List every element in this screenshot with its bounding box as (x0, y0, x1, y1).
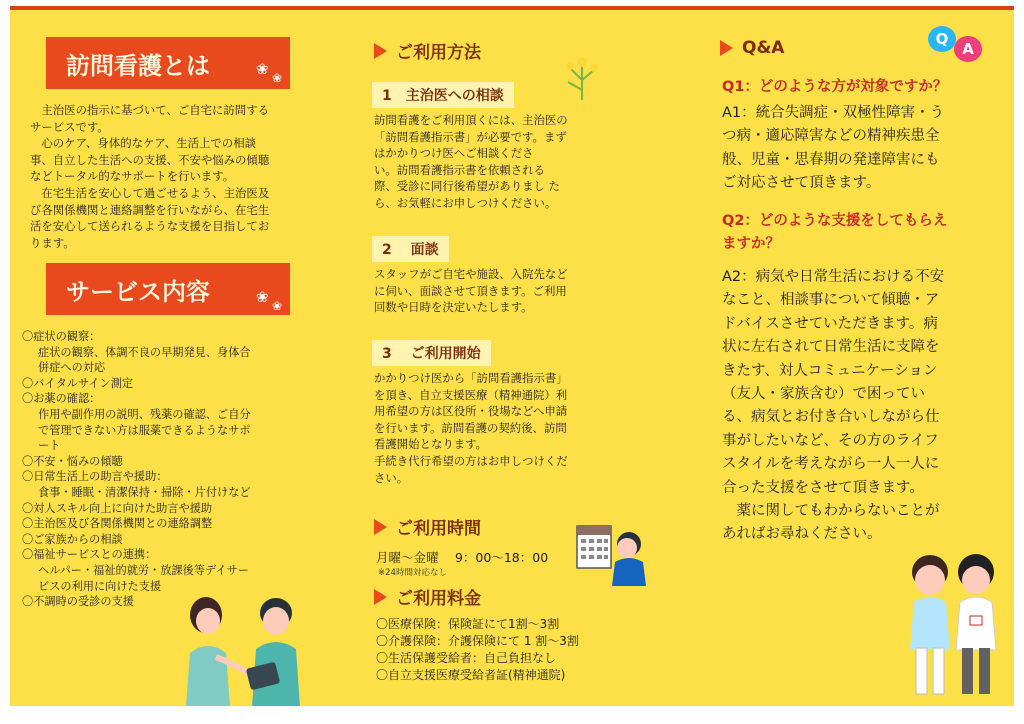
question-2-line: Q2：どのような支援をしてもらえ (722, 213, 948, 229)
service-line: 〇不調時の受診の支援 (22, 595, 134, 609)
service-line: 〇福祉サービスとの連携： (22, 548, 157, 562)
service-line: 〇症状の観察： (22, 330, 101, 343)
hours-note: ※24時間対応なし (378, 568, 447, 578)
usage-heading: ご利用方法 (374, 38, 481, 63)
about-line: 在宅生活を安心して過ごせるよう、主治医及 (30, 185, 270, 200)
step3-line: を頂き、自立支援医療（精神通院）利 (374, 387, 568, 402)
answer-2-line: 事がしたいなど、その方のライフ (722, 432, 939, 449)
step1-description (374, 112, 654, 212)
step1-line: 際、受診に同行後希望がありまし た (374, 179, 560, 194)
service-line: ヘルパー・福祉的就労・放課後等デイサー (38, 563, 249, 577)
service-line: で管理できない方は服薬できるようなサポ (38, 423, 251, 437)
service-line: ビスの利用に向けた支援 (38, 579, 162, 593)
triangle-marker-icon (720, 40, 733, 56)
answer-2-line: なこと、相談事について傾聴・ア (722, 292, 940, 309)
step2-description (374, 266, 654, 316)
qa-bubble-icon (928, 24, 992, 64)
step2-line: 回数や日時を決定いたします。 (374, 300, 533, 315)
flower-icon: ❀ (256, 288, 269, 306)
answer-2-line: ドバイスさせていただきます。病 (722, 315, 938, 332)
service-line: ート (38, 439, 61, 453)
about-line: ります。 (30, 235, 75, 250)
answer-1-line: 般、児童・思春期の発達障害にも (722, 151, 940, 168)
services-title: サービス内容 (66, 277, 210, 306)
answer-2-line: （友人・家族含む）で困ってい (722, 386, 925, 403)
answer-1-line: ご対応させて頂きます。 (722, 175, 881, 192)
step3-line: さい。 (374, 470, 409, 485)
question-badge: Q (928, 26, 956, 52)
answer-1-line: A1：統合失調症・双極性障害・う (722, 105, 945, 121)
step3-line: 用希望の方は区役所・役場などへ申請 (374, 404, 568, 419)
nurse-consultation-illustration (178, 595, 318, 706)
step2-line: に伺い、面談させて頂きます。ご利用 (374, 283, 567, 298)
services-title-band (46, 263, 290, 315)
answer-badge: A (954, 36, 982, 62)
about-line: などトータル的なサポートを行います。 (30, 169, 235, 184)
fee-heading: ご利用料金 (374, 584, 481, 609)
step3-line: 手続き代行希望の方はお申しつけくだ (374, 453, 568, 468)
step3-description (374, 370, 654, 486)
answer-2 (722, 266, 1012, 547)
step1-line: い。訪問看護指示書を依頼される (374, 162, 545, 177)
flower-icon: ❀ (272, 299, 283, 313)
answer-2-line: A2：病気や日常生活における不安 (722, 269, 945, 285)
about-description (30, 102, 330, 251)
service-line: 〇ご家族からの相談 (22, 532, 123, 546)
fee-line: 〇介護保険：介護保険にて 1 割～3割 (376, 634, 579, 648)
services-list (22, 329, 342, 610)
service-line: 〇対人スキル向上に向けた助言や援助 (22, 501, 213, 515)
service-line: 食事・睡眠・清潔保持・掃除・片付けなど (38, 485, 251, 499)
qa-heading: Q&A (720, 38, 784, 58)
answer-1 (722, 102, 1012, 196)
answer-1-line: つ病・適応障害などの精神疾患全 (722, 128, 940, 145)
step3-label: 3 ご利用開始 (372, 340, 491, 366)
question-1: Q1：どのような方が対象ですか？ (722, 79, 948, 95)
step1-line: 訪問看護をご利用頂くには、主治医の (374, 113, 568, 127)
brochure-page (10, 6, 1014, 706)
step3-line: を行います。訪問看護の契約後、訪問 (374, 420, 567, 435)
about-line: 心のケア、身体的なケア、生活上での相談 (30, 136, 256, 151)
hours-text: 月曜～金曜 9：00～18：00 (376, 550, 549, 565)
calendar-icon (576, 522, 612, 570)
service-line: 併症への対応 (38, 361, 106, 375)
about-line: 主治医の指示に基づいて、ご自宅に訪問する (30, 103, 269, 117)
fee-line: 〇医療保険：保険証にて1割～3割 (376, 617, 560, 631)
answer-2-line: あればお尋ねください。 (722, 526, 882, 543)
answer-2-line: 薬に関してもわからないことが (722, 503, 940, 520)
flower-sprig-icon (560, 50, 604, 100)
about-line: サービスです。 (30, 119, 109, 134)
service-line: 〇主治医及び各関係機関との連絡調整 (22, 517, 213, 531)
question-2 (722, 210, 1012, 256)
step2-line: スタッフがご自宅や施設、入院先など (374, 267, 568, 281)
hours-heading: ご利用時間 (374, 514, 481, 539)
step1-line: はかかりつけ医へご相談くださ (374, 146, 534, 161)
fee-line: 〇生活保護受給者：自己負担なし (376, 651, 557, 665)
about-title: 訪問看護とは (66, 51, 210, 80)
step3-line: かかりつけ医から「訪問看護指示書」 (374, 371, 568, 385)
service-line: 〇不安・悩みの傾聴 (22, 454, 123, 468)
step2-label: 2 面談 (372, 236, 449, 262)
fee-line: 〇自立支援医療受給者証(精神通院) (376, 668, 566, 682)
service-line: 〇バイタルサイン測定 (22, 376, 134, 390)
step1-label: 1 主治医への相談 (372, 82, 514, 108)
answer-2-line: る、病気とお付き合いしながら仕 (722, 409, 940, 426)
about-title-band (46, 37, 290, 89)
about-line: び各関係機関と連絡調整を行いながら、在宅生 (30, 202, 270, 217)
step1-line: ら、お気軽にお申しつけください。 (374, 195, 557, 210)
step3-line: 看護開始となります。 (374, 437, 487, 452)
answer-2-line: スタイルを考えながら一人一人に (722, 456, 940, 473)
service-line: 〇お薬の確認： (22, 392, 101, 406)
flower-icon: ❀ (256, 60, 269, 78)
service-line: 〇日常生活上の助言や援助： (22, 470, 168, 484)
answer-2-line: 合った支援をさせて頂きます。 (722, 479, 924, 496)
about-line: 事、自立した生活への支援、不安や悩みの傾聴 (30, 152, 270, 167)
flower-icon: ❀ (272, 71, 283, 85)
service-line: 症状の観察、体調不良の早期発見、身体合 (38, 345, 251, 359)
answer-2-line: 状に左右されて日常生活に支障を (722, 339, 940, 356)
medical-staff-illustration (900, 550, 1004, 700)
triangle-marker-icon (374, 589, 387, 605)
about-line: 活を安心して送られるような支援を目指してお (30, 219, 270, 234)
staff-person-illustration (610, 530, 648, 586)
triangle-marker-icon (374, 43, 387, 59)
question-2-line: ますか？ (722, 236, 780, 252)
triangle-marker-icon (374, 519, 387, 535)
service-line: 作用や副作用の説明、残薬の確認、ご自分 (38, 407, 251, 421)
answer-2-line: きたす、対人コミュニケーション (722, 362, 938, 379)
step1-line: 「訪問看護指示書」が必要です。まず (374, 129, 567, 144)
fee-list (376, 616, 656, 684)
